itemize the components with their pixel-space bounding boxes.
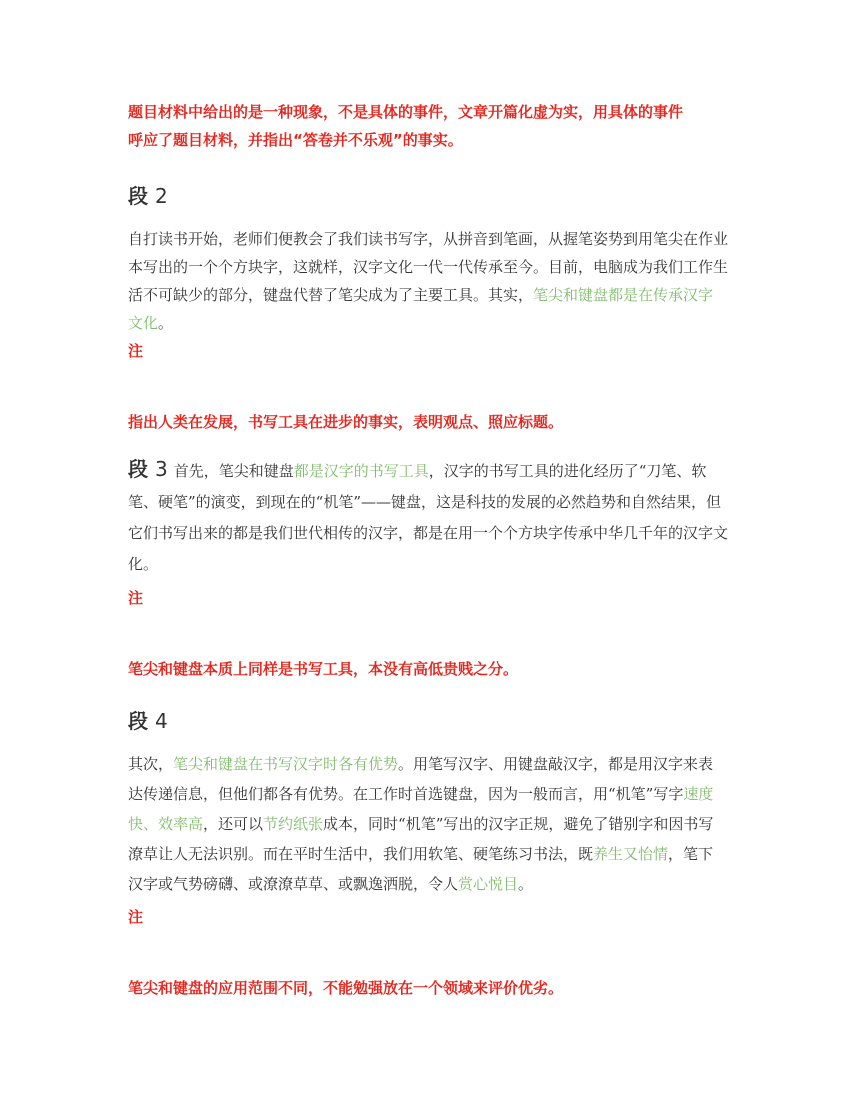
section-3-text-part: ，汉字的书写工具的进化经历了“刀笔、软笔、硬笔”的演变，到现在的“机笔”——键盘，这是科技的发展的必然趋势和自然结果，但它们书写出来的都是我们世代相传的汉字，都是在用一个个方块字传承中华几千年的汉字文化。 — [128, 462, 729, 573]
section-4-highlight: 笔尖和键盘在书写汉字时各有优势 — [173, 755, 399, 773]
section-4-highlight: 养生又怡情 — [593, 845, 669, 863]
section-4-text-part: ，还可以 — [203, 815, 264, 833]
section-3-paragraph — [128, 454, 728, 580]
section-3-note-label: 注 — [128, 589, 144, 607]
section-4-note-text: 笔尖和键盘的应用范围不同，不能勉强放在一个领域来评价优劣。 — [128, 979, 564, 997]
section-2-text-part: 自打读书开始，老师们便教会了我们读书写字，从拼音到笔画，从握笔姿势到用笔尖在作业本写出的一个个方块字，这就样，汉字文化一代一代传承至今。目前，电脑成为我们工作生活不可缺少的部分，键盘代替了笔尖成为了主要工具。其实， — [128, 230, 729, 304]
section-4-heading-label: 段 — [128, 709, 148, 733]
section-4-text-part: 。用笔写汉字、用键盘敲汉字，都是用汉字来表达传递信息，但他们都各有优势。在工作时首选键盘，因为一般而言，用“机笔”写字 — [128, 755, 714, 803]
section-2-heading-label: 段 — [128, 184, 148, 208]
section-4-highlight: 赏心悦目 — [458, 875, 519, 893]
section-2-text-part: 。 — [158, 314, 174, 332]
section-3-heading-label: 段 — [128, 457, 148, 481]
section-2-heading-number: 2 — [154, 184, 168, 208]
section-2-heading — [128, 180, 728, 209]
intro-note-line-2: 呼应了题目材料，并指出“答卷并不乐观”的事实。 — [128, 131, 463, 149]
section-4-note-label: 注 — [128, 908, 144, 926]
section-4-heading — [128, 705, 728, 734]
section-4-heading-number: 4 — [154, 709, 168, 733]
section-2-highlight: 笔尖和键盘都是在传承汉字文化 — [128, 286, 714, 332]
section-4-highlight: 节约纸张 — [263, 815, 324, 833]
section-3-text-part: 首先，笔尖和键盘 — [173, 462, 294, 480]
section-4-highlight: 速度快、效率高 — [128, 785, 714, 833]
section-4-text-part: 。 — [518, 875, 534, 893]
section-2-note-text: 指出人类在发展，书写工具在进步的事实，表明观点、照应标题。 — [128, 413, 564, 431]
section-4-text-part: 其次， — [128, 755, 174, 773]
section-3-heading — [128, 457, 168, 481]
section-3-note-text: 笔尖和键盘本质上同样是书写工具，本没有高低贵贱之分。 — [128, 660, 519, 678]
section-3-highlight: 都是汉字的书写工具 — [293, 462, 429, 480]
intro-note-line-1: 题目材料中给出的是一种现象，不是具体的事件，文章开篇化虚为实，用具体的事件 — [128, 103, 684, 121]
section-4-text-part: 成本，同时“机笔”写出的汉字正规，避免了错别字和因书写潦草让人无法识别。而在平时生活中，我们用软笔、硬笔练习书法，既 — [128, 815, 714, 863]
section-2-paragraph — [128, 225, 728, 337]
section-4-paragraph — [128, 749, 728, 899]
section-2-note-label: 注 — [128, 342, 144, 360]
section-4-text-part: ，笔下汉字或气势磅礴、或潦潦草草、或飘逸洒脱，令人 — [128, 845, 714, 893]
section-3-heading-number: 3 — [154, 457, 168, 481]
